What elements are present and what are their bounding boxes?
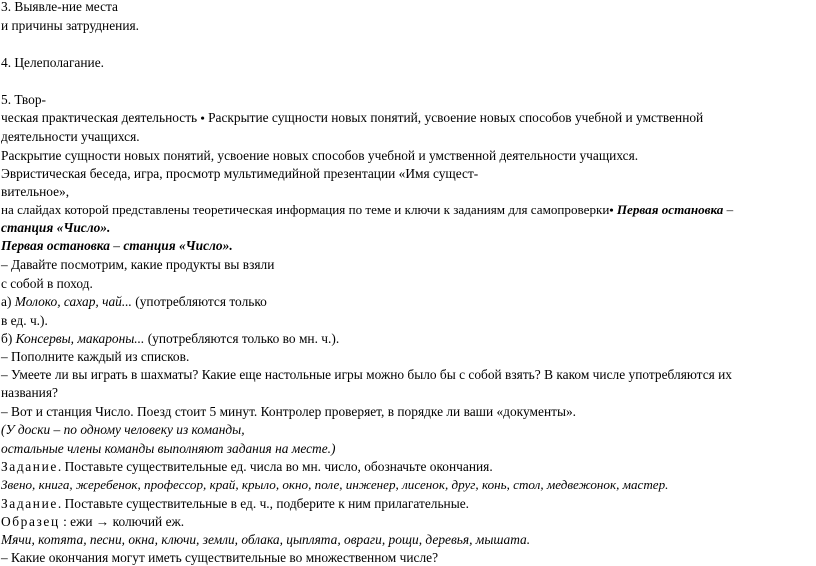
task-line: Задание. Поставьте существительные в ед. ч., подберите к ним прилагательные. — [1, 496, 470, 511]
text-line: – Какие окончания могут иметь существительные во множественном числе? — [1, 550, 439, 565]
text-line: 3. Выявле-ние места — [1, 0, 118, 14]
text-line: и причины затруднения. — [1, 18, 139, 33]
text-line: (У доски – по одному человеку из команды, — [1, 422, 245, 437]
text-line: ческая практическая деятельность • Раскрытие сущности новых понятий, усвоение новых способов учебной и умственной — [1, 110, 704, 125]
text-line: – Вот и станция Число. Поезд стоит 5 минут. Контролер проверяет, в порядке ли ваши «документы». — [1, 404, 576, 419]
text-line: а) Молоко, сахар, чай... (употребляются только — [1, 294, 267, 309]
text-line: на слайдах которой представлены теоретическая информация по теме и ключи к заданиям для самопроверки• Первая остановка – — [1, 202, 734, 217]
text-line: – Умеете ли вы играть в шахматы? Какие еще настольные игры можно было бы с собой взять? В каком числе употребляются их — [1, 367, 733, 382]
text-line: Раскрытие сущности новых понятий, усвоение новых способов учебной и умственной деятельности учащихся. — [1, 148, 639, 163]
task-line: Задание. Поставьте существительные ед. числа во мн. число, обозначьте окончания. — [1, 459, 493, 474]
text-line: остальные члены команды выполняют задания на месте.) — [1, 441, 336, 456]
arrow-right-icon: → — [95, 514, 110, 529]
text-line: 4. Целеполагание. — [1, 55, 104, 70]
text-line: – Пополните каждый из списков. — [1, 349, 190, 364]
bullet-glyph: • — [200, 111, 205, 125]
bullet-glyph: • — [609, 203, 614, 217]
text-line: – Давайте посмотрим, какие продукты вы взяли — [1, 257, 275, 272]
station-heading: Первая остановка – станция «Число». — [1, 238, 233, 253]
text-line: вительное», — [1, 184, 70, 199]
text-line: с собой в поход. — [1, 276, 93, 291]
text-line: станция «Число». — [1, 220, 111, 235]
text-line: Мячи, котята, песни, окна, ключи, земли, облака, цыплята, овраги, рощи, деревья, мышата. — [1, 532, 531, 547]
text-line: Эвристическая беседа, игра, просмотр мультимедийной презентации «Имя сущест- — [1, 166, 479, 181]
example-line: Образец : ежи → колючий еж. — [1, 514, 185, 529]
text-line: в ед. ч.). — [1, 313, 48, 328]
text-line: деятельности учащихся. — [1, 129, 140, 144]
text-line: названия? — [1, 385, 58, 400]
text-line: Звено, книга, жеребенок, профессор, край, крыло, окно, поле, инженер, лисенок, друг, конь, стол, медвежонок, мастер. — [1, 477, 669, 492]
text-line: б) Консервы, макароны... (употребляются только во мн. ч.). — [1, 331, 340, 346]
text-line: 5. Твор- — [1, 92, 46, 107]
